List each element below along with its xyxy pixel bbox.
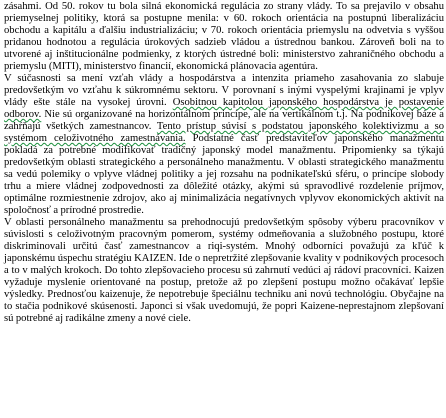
- paragraph-text: Nie sú organizované na horizontálnom princípe, ale na vertikálnom t.j. Na podnikovej báze a zahŕňajú všetkých zamestnancov.: [4, 109, 444, 132]
- document-body: [4, 1, 444, 325]
- paragraph: [4, 73, 444, 217]
- paragraph-text: zásahmi. Od 50. rokov tu bola silná ekonomická regulácia zo strany vlády. To sa prejavilo v obsahu priemyselnej politiky, ktorá sa postupne menila: v 60. rokoch orientácia na postupnú liberalizáciu obchodu a kapitálu a ďalšiu industrializáciu; v 70. rokoch orientácia priemyslu na odvetvia s vyššou pridanou hodnotou a regulácia úrokových sadzieb vládou a ústrednou bankou. Zároveň boli na to utvorené aj inštitucionálne podmienky, z ktorých ústredné boli: ministerstvo zahraničného obchodu a priemyslu (MITI), ministerstvo financií, ekonomická plánovacia agentúra.: [4, 1, 444, 72]
- paragraph-text: Podstatné časť predstaviteľov japonského manažmentu pokladá za potrebné modifikovať tradičný japonský model manažmentu. Pripomienky sa týkajú predovšetkým oblasti strategického a personálneho manažmentu. V oblasti strategického manažmentu sa vedú polemiky o vplyve vládnej politiky a jej rozsahu na podnikateľskú sféru, o princípe slobody trhu a miere vládnej zodpovednosti za dôležité otázky, akými sú spravodlivé rozdelenie príjmov, optimálne rozmiestnenie zdrojov, ako aj minimalizácia negatívnych vplyvov ekonomických aktivít na spoločnosť a prírodné prostredie.: [4, 133, 444, 216]
- paragraph-text: V oblasti personálneho manažmentu sa prehodnocujú predovšetkým spôsoby výberu pracovníkov v súvislosti s celoživotným pracovným pomerom, systémy odmeňovania a služobného postupu, ktoré diskriminovali určitú časť zamestnancov a riqi-systém. Mnohý odborníci považujú za kľúč k japonskému úspechu stratégiu KAIZEN. Ide o nepretržité zlepšovanie kvality v podnikových procesoch a to v malých krokoch. Do tohto zlepšovacieho procesu sú zahrnutí vedúci aj rádoví pracovníci. Kaizen vyžaduje myslenie orientované na postup, pretože až po zlepšení postupu možno očakávať lepšie výsledky. Prednosťou kaizenuje, že nepotrebuje špeciálnu techniku ani novú technológiu. Obyčajne na to stačia podnikové skúsenosti. Japonci si však uvedomujú, že popri Kaizene-neprestajnom zlepšovaní sú potrebné aj radikálne zmeny a nové ciele.: [4, 217, 444, 324]
- paragraph: [4, 217, 444, 325]
- grammar-flagged-text: Tento prístup súvisí s podstatou japonského kolektivizmu a so systémom celoživotného zamestnávania.: [4, 121, 444, 144]
- paragraph-text: V súčasnosti sa mení vzťah vlády a hospodárstva a intenzita priameho zasahovania zo slabuje predovšetkým vo vzťahu k súkromnému sektoru. V porovnaní s inými vyspelými krajinami je vplyv vlády ešte stále na vysokej úrovni.: [4, 73, 444, 108]
- grammar-flagged-text: Osobitnou kapitolou japonského hospodárstva je postavenie odborov.: [4, 97, 444, 120]
- paragraph: [4, 1, 444, 73]
